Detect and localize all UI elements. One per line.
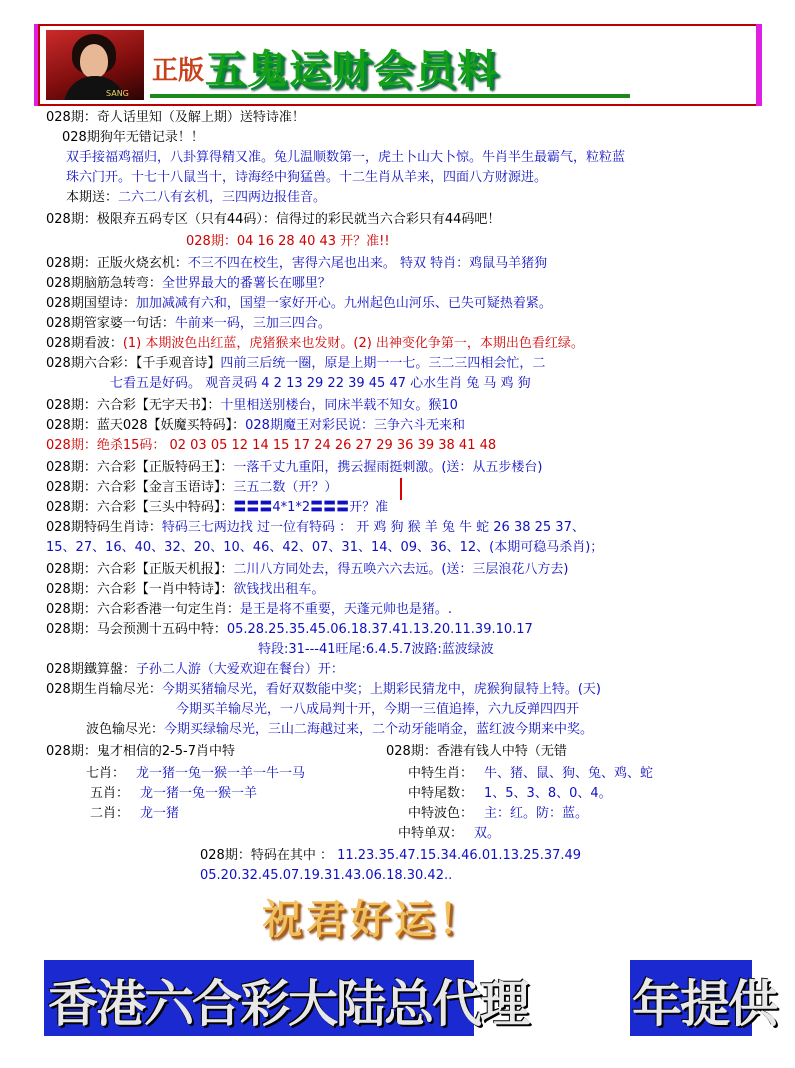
text-segment: 加加减减有六和，国望一家好开心。九州起色山河乐、已失可疑热着紧。 <box>135 296 552 311</box>
text-line-l27 <box>258 642 494 658</box>
text-segment: 028期：蓝天028【妖魔买特码】： <box>46 418 246 433</box>
left-column-value: 龙一猪一兔一猴一羊一牛一马 <box>136 766 306 781</box>
text-line-l26 <box>46 622 533 638</box>
text-line-l06 <box>46 212 500 228</box>
good-luck-slogan: 祝君好运！ <box>262 896 482 943</box>
text-segment: 十里相送别楼台，同床半载不知女。猴10 <box>220 398 458 413</box>
text-line-l10 <box>46 296 552 312</box>
text-segment: 028期：04 16 28 40 43 开？准!! <box>186 234 390 249</box>
text-segment: 三五二数（开？） <box>233 480 338 495</box>
text-segment: 028期看波： <box>46 336 123 351</box>
text-segment: 028期：六合彩【三头中特码】： <box>46 500 234 515</box>
text-segment: 本期送： <box>66 190 119 205</box>
red-cursor-mark <box>400 478 402 500</box>
text-segment: 028期鐵算盤： <box>46 662 136 677</box>
left-column-key: 七肖： <box>86 766 126 781</box>
text-segment: 028期狗年无错记录！！ <box>62 130 204 145</box>
right-column-heading: 028期：香港有钱人中特（无错 <box>386 744 567 759</box>
right-column-key: 中特波色： <box>408 806 474 821</box>
text-line-l11 <box>46 316 331 332</box>
text-segment: 七看五是好码。 观音灵码 4 2 13 29 22 39 45 47 心水生肖 兔 马 鸡 狗 <box>110 376 531 391</box>
text-segment: 028期：六合彩【正版天机报】： <box>46 562 234 577</box>
text-segment: 15、27、16、40、32、20、10、46、42、07、31、14、09、36、12、(本期可稳马杀肖)； <box>46 540 604 555</box>
text-segment: 双手接福鸡福归，八卦算得精又准。兔儿温顺数第一，虎土卜山大卜惊。牛肖半生最霸气，粒粒蓝 <box>66 150 626 165</box>
text-segment: 028期：六合彩香港一句定生肖： <box>46 602 240 617</box>
right-column-key: 中特生肖： <box>408 766 474 781</box>
text-line-l13 <box>46 356 545 372</box>
text-segment: 028期：六合彩【一肖中特诗】： <box>46 582 234 597</box>
text-segment: 子孙二人游（大爱欢迎在餐台）开： <box>135 662 344 677</box>
text-line-l01 <box>46 110 305 126</box>
text-segment: 欲钱找出租车。 <box>233 582 325 597</box>
text-segment: 028期六合彩：【千手观音诗】 <box>46 356 221 371</box>
text-line-l07 <box>186 234 390 250</box>
text-line-l29 <box>46 682 601 698</box>
text-segment: 028期生肖输尽光： <box>46 682 162 697</box>
text-line-l05 <box>66 190 326 206</box>
text-line-l09 <box>46 276 331 292</box>
final-line-1 <box>200 848 581 864</box>
banner-text-right: 年提供 <box>632 974 776 1033</box>
photo-watermark: SANG <box>106 89 129 98</box>
text-segment: 特段:31---41旺尾:6.4.5.7波路:蓝波绿波 <box>258 642 494 657</box>
text-segment: 全世界最大的番薯长在哪里？ <box>161 276 331 291</box>
text-line-l02 <box>62 130 204 146</box>
text-segment: 028期国望诗： <box>46 296 136 311</box>
left-column-value: 龙一猪 <box>140 806 180 821</box>
text-segment: 牛前来一码，三加三四合。 <box>174 316 331 331</box>
text-segment: 二川八方同处去，得五唤六六去远。(送：三层浪花八方去) <box>233 562 569 577</box>
text-segment: 珠六门开。十七十八鼠当十，诗海经中狗猛兽。十二生肖从羊来，四面八方财源进。 <box>66 170 548 185</box>
text-line-l30 <box>176 702 579 718</box>
final-numbers-1: 11.23.35.47.15.34.46.01.13.25.37.49 <box>337 848 582 863</box>
left-column-key: 二肖： <box>90 806 130 821</box>
text-segment: 028期：奇人话里知（及解上期）送特诗准！ <box>46 110 305 125</box>
right-column-value: 主：红。防：蓝。 <box>484 806 589 821</box>
text-line-l20 <box>46 500 388 516</box>
text-segment: 028期：六合彩【金言玉语诗】： <box>46 480 234 495</box>
left-column-heading: 028期：鬼才相信的2-5-7肖中特 <box>46 744 236 759</box>
right-column-key: 中特单双： <box>398 826 464 841</box>
right-column-value: 双。 <box>474 826 501 841</box>
text-segment: 05.28.25.35.45.06.18.37.41.13.20.11.39.10.17 <box>226 622 533 637</box>
text-segment: 特码三七两边找 过一位有特码 ： 开 鸡 狗 猴 羊 兔 牛 蛇 26 38 25 37、 <box>161 520 585 535</box>
text-segment: 今期买猪输尽光，看好双数能中奖；上期彩民猜龙中，虎猴狗鼠特上特。(天) <box>161 682 601 697</box>
text-segment: 〓〓〓4*1*2〓〓〓开？准 <box>233 500 389 515</box>
text-segment: 四前三后统一圈，原是上期一一七。三二三四相会忙，二 <box>220 356 546 371</box>
text-line-l25 <box>46 602 452 618</box>
header-right-accent <box>756 24 762 106</box>
text-segment: 二六二八有玄机，三四两边报佳音。 <box>118 190 327 205</box>
text-line-l19 <box>46 480 337 496</box>
final-label: 028期：特码在其中 ： <box>200 848 333 863</box>
left-column-value: 龙一猪一兔一猴一羊 <box>140 786 258 801</box>
text-segment: 028期：绝杀15码： 02 03 05 12 14 15 17 24 26 27 29 36 39 38 41 48 <box>46 438 497 453</box>
text-segment: 028期魔王对彩民说：三争六斗无来和 <box>245 418 465 433</box>
title-underline <box>150 94 630 98</box>
text-line-l28 <box>46 662 344 678</box>
text-segment: 028期：马会预测十五码中特： <box>46 622 227 637</box>
right-column-value: 牛、猪、鼠、狗、兔、鸡、蛇 <box>484 766 654 781</box>
page-title: 五鬼运财会员料 <box>205 47 499 93</box>
text-segment: 028期：六合彩【无字天书】： <box>46 398 221 413</box>
text-line-l31 <box>86 722 593 738</box>
text-line-l12 <box>46 336 584 352</box>
final-numbers-2: 05.20.32.45.07.19.31.43.06.18.30.42.. <box>200 868 453 883</box>
left-column-key: 五肖： <box>90 786 130 801</box>
text-segment: 028期：正版火烧玄机： <box>46 256 188 271</box>
portrait-photo <box>46 30 144 100</box>
text-segment: (1) 本期波色出红蓝，虎猪猴来也发财。(2) 出神变化争第一，本期出色看红绿。 <box>122 336 584 351</box>
text-segment: 是王是将不重要，天蓬元帅也是猪。. <box>239 602 452 617</box>
right-column-key: 中特尾数： <box>408 786 474 801</box>
text-segment: 今期买绿输尽光，三山二海越过来，二个动牙能哨金，蓝红波今期来中奖。 <box>164 722 594 737</box>
text-segment: 一落千丈九重阳，携云握雨挺刺激。(送：从五步楼台) <box>233 460 543 475</box>
header-badge: 正版 <box>152 56 205 86</box>
text-segment: 028期脑筋急转弯： <box>46 276 162 291</box>
text-segment: 028期：极限弃五码专区（只有44码）：信得过的彩民就当六合彩只有44码吧！ <box>46 212 501 227</box>
text-line-l17 <box>46 438 496 454</box>
text-line-l03 <box>66 150 625 166</box>
text-line-l08 <box>46 256 547 272</box>
text-line-l16 <box>46 418 465 434</box>
text-segment: 028期：六合彩【正版特码王】： <box>46 460 234 475</box>
text-segment: 波色输尽光： <box>86 722 165 737</box>
text-line-l14 <box>110 376 531 392</box>
right-column-value: 1、5、3、8、0、4。 <box>484 786 612 801</box>
text-line-l21 <box>46 520 585 536</box>
text-line-l23 <box>46 562 568 578</box>
text-line-l22 <box>46 540 603 556</box>
banner-text-left: 香港六合彩大陆总代理 <box>48 974 528 1033</box>
text-segment: 028期管家婆一句话： <box>46 316 175 331</box>
text-segment: 今期买羊输尽光，一八成局判十开，今期一三值追捧，六九反弹四四开 <box>176 702 580 717</box>
text-segment: 028期特码生肖诗： <box>46 520 162 535</box>
text-line-l18 <box>46 460 542 476</box>
text-line-l04 <box>66 170 547 186</box>
text-line-l24 <box>46 582 324 598</box>
text-line-l15 <box>46 398 458 414</box>
text-segment: 不三不四在校生，害得六尾也出来。 特双 特肖：鸡鼠马羊猪狗 <box>187 256 548 271</box>
